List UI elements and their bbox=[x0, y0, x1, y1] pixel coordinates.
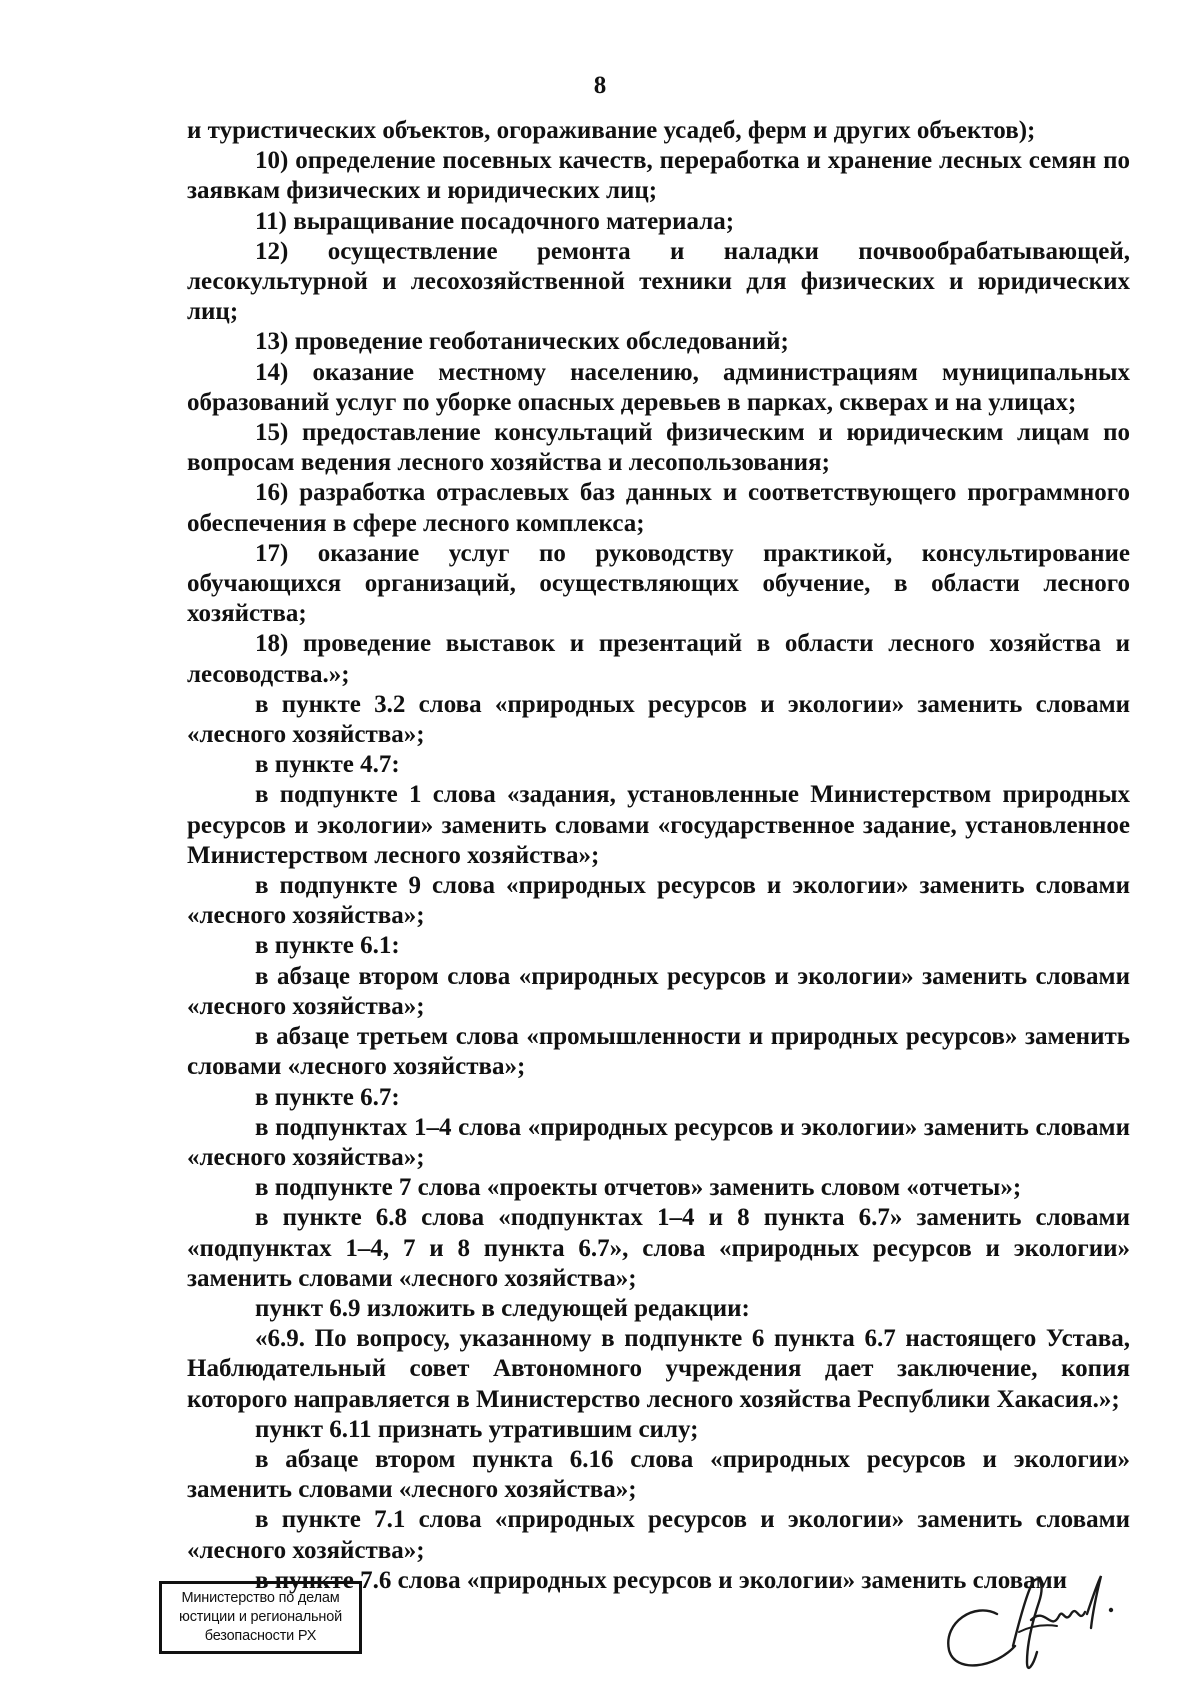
paragraph: 17) оказание услуг по руководству практикой, консультирование обучающихся организаций, осуществляющих обучение, в области лесного хозяйства; bbox=[187, 539, 1130, 628]
page-number: 8 bbox=[593, 72, 607, 99]
stamp-line: Министерство по делам bbox=[181, 1590, 340, 1606]
paragraph: 15) предоставление консультаций физическим и юридическим лицам по вопросам ведения лесного хозяйства и лесопользования; bbox=[187, 419, 1130, 477]
paragraph: «6.9. По вопросу, указанному в подпункте 6 пункта 6.7 настоящего Устава, Наблюдательный совет Автономного учреждения дает заключение, копия которого направляется в Министерство лесного хозяйства Республики Хакасия.»; bbox=[187, 1325, 1130, 1413]
paragraph: 14) оказание местному населению, администрациям муниципальных образований услуг по уборке опасных деревьев в парках, скверах и на улицах; bbox=[187, 358, 1130, 416]
paragraph: 11) выращивание посадочного материала; bbox=[255, 207, 735, 235]
paragraph: и туристических объектов, огораживание усадеб, ферм и других объектов); bbox=[187, 117, 1036, 144]
paragraph: пункт 6.9 изложить в следующей редакции: bbox=[255, 1294, 750, 1322]
paragraph: в подпункте 9 слова «природных ресурсов и экологии» заменить словами «лесного хозяйства»; bbox=[187, 872, 1130, 930]
paragraph: 10) определение посевных качеств, переработка и хранение лесных семян по заявкам физических и юридических лиц; bbox=[187, 147, 1130, 205]
paragraph: 13) проведение геоботанических обследований; bbox=[255, 328, 789, 356]
paragraph: в абзаце третьем слова «промышленности и природных ресурсов» заменить словами «лесного хозяйства»; bbox=[187, 1023, 1130, 1081]
registration-stamp bbox=[159, 1581, 362, 1654]
stamp-line: безопасности РХ bbox=[204, 1628, 317, 1644]
paragraph: в подпункте 7 слова «проекты отчетов» заменить словом «отчеты»; bbox=[255, 1174, 1022, 1202]
paragraph: в абзаце втором слова «природных ресурсов и экологии» заменить словами «лесного хозяйства»; bbox=[187, 962, 1130, 1020]
paragraph: в подпункте 1 слова «задания, установленные Министерством природных ресурсов и экологии» заменить словами «государственное задание, установленное Министерством лесного хозяйства»; bbox=[187, 781, 1130, 869]
paragraph: в пункте 4.7: bbox=[255, 751, 400, 779]
paragraph: в абзаце втором пункта 6.16 слова «природных ресурсов и экологии» заменить словами «лесного хозяйства»; bbox=[187, 1445, 1130, 1504]
stamp-line: юстиции и региональной bbox=[179, 1609, 342, 1625]
handwritten-signature bbox=[935, 1562, 1135, 1680]
paragraph: в пункте 6.8 слова «подпунктах 1–4 и 8 пункта 6.7» заменить словами «подпунктах 1–4, 7 и 8 пункта 6.7», слова «природных ресурсов и экологии» заменить словами «лесного хозяйства»; bbox=[187, 1204, 1130, 1292]
paragraph: 12) осуществление ремонта и наладки почвообрабатывающей, лесокультурной и лесохозяйственной техники для физических и юридических лиц; bbox=[187, 237, 1130, 326]
paragraph: 16) разработка отраслевых баз данных и соответствующего программного обеспечения в сфере лесного комплекса; bbox=[187, 479, 1130, 537]
paragraph: в пункте 6.1: bbox=[255, 932, 400, 960]
document-body bbox=[187, 116, 1130, 1596]
paragraph: в подпунктах 1–4 слова «природных ресурсов и экологии» заменить словами «лесного хозяйства»; bbox=[187, 1113, 1130, 1171]
paragraph: 18) проведение выставок и презентаций в области лесного хозяйства и лесоводства.»; bbox=[187, 630, 1130, 688]
paragraph: в пункте 3.2 слова «природных ресурсов и экологии» заменить словами «лесного хозяйства»; bbox=[187, 690, 1130, 749]
paragraph: в пункте 6.7: bbox=[255, 1083, 400, 1111]
paragraph: в пункте 7.6 слова «природных ресурсов и экологии» заменить словами bbox=[255, 1566, 1068, 1594]
paragraph: в пункте 7.1 слова «природных ресурсов и экологии» заменить словами «лесного хозяйства»; bbox=[187, 1506, 1130, 1564]
paragraph: пункт 6.11 признать утратившим силу; bbox=[255, 1415, 699, 1443]
